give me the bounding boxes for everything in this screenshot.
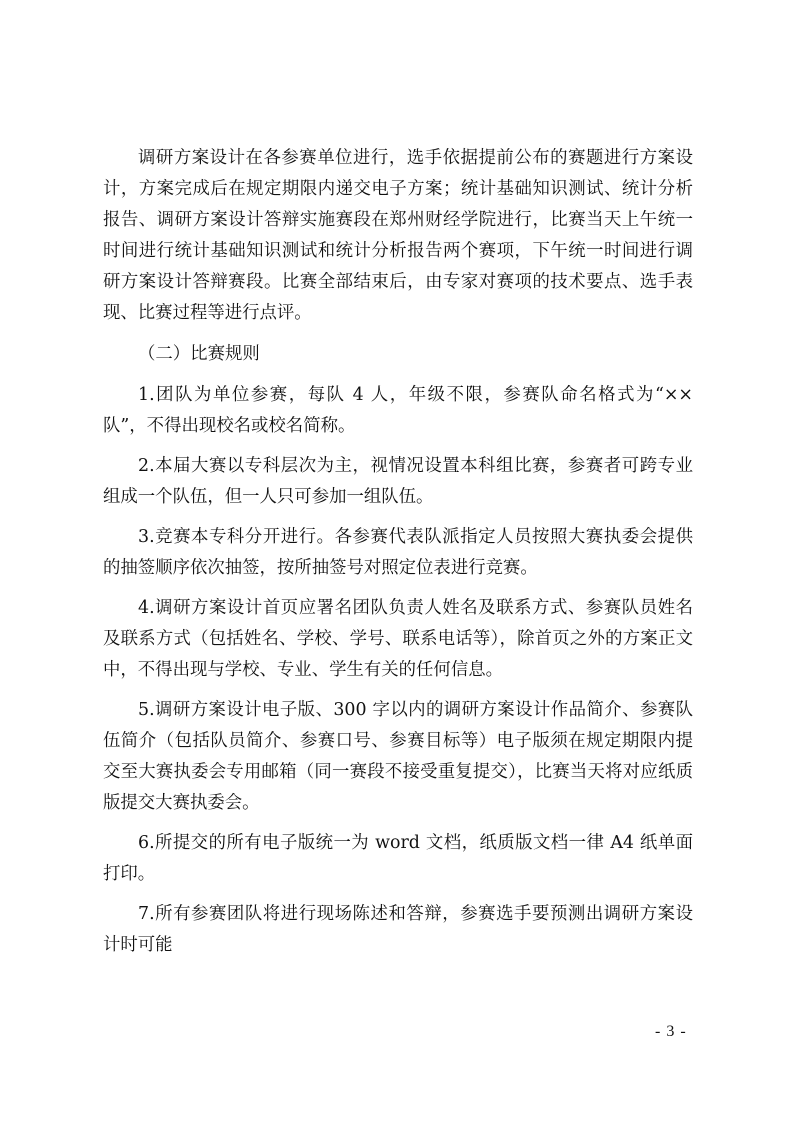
document-body (103, 143, 693, 961)
rule-item-5: 5.调研方案设计电子版、300 字以内的调研方案设计作品简介、参赛队伍简介（包括队员简介、参赛口号、参赛目标等）电子版须在规定期限内提交至大赛执委会专用邮箱（同一赛段不接受重复提交），比赛当天将对应纸质版提交大赛执委会。 (103, 700, 693, 813)
section-heading-competition-rules: （二）比赛规则 (138, 344, 260, 364)
paragraph-overview: 调研方案设计在各参赛单位进行，选手依据提前公布的赛题进行方案设计，方案完成后在规定期限内递交电子方案；统计基础知识测试、统计分析报告、调研方案设计答辩实施赛段在郑州财经学院进行，比赛当天上午统一时间进行统计基础知识测试和统计分析报告两个赛项，下午统一时间进行调研方案设计答辩赛段。比赛全部结束后，由专家对赛项的技术要点、选手表现、比赛过程等进行点评。 (103, 148, 693, 323)
rule-item-3: 3.竞赛本专科分开进行。各参赛代表队派指定人员按照大赛执委会提供的抽签顺序依次抽签，按所抽签号对照定位表进行竞赛。 (103, 527, 693, 578)
rule-item-7: 7.所有参赛团队将进行现场陈述和答辩，参赛选手要预测出调研方案设计时可能 (103, 904, 693, 955)
rule-item-2: 2.本届大赛以专科层次为主，视情况设置本科组比赛，参赛者可跨专业组成一个队伍，但一人只可参加一组队伍。 (103, 456, 693, 507)
rule-item-1: 1.团队为单位参赛，每队 4 人，年级不限，参赛队命名格式为“××队”，不得出现校名或校名简称。 (103, 385, 693, 436)
rule-item-4: 4.调研方案设计首页应署名团队负责人姓名及联系方式、参赛队员姓名及联系方式（包括姓名、学校、学号、联系电话等），除首页之外的方案正文中，不得出现与学校、专业、学生有关的任何信息。 (103, 598, 693, 680)
rule-item-6: 6.所提交的所有电子版统一为 word 文档，纸质版文档一律 A4 纸单面打印。 (103, 833, 693, 884)
page-number: - 3 - (655, 1023, 687, 1040)
